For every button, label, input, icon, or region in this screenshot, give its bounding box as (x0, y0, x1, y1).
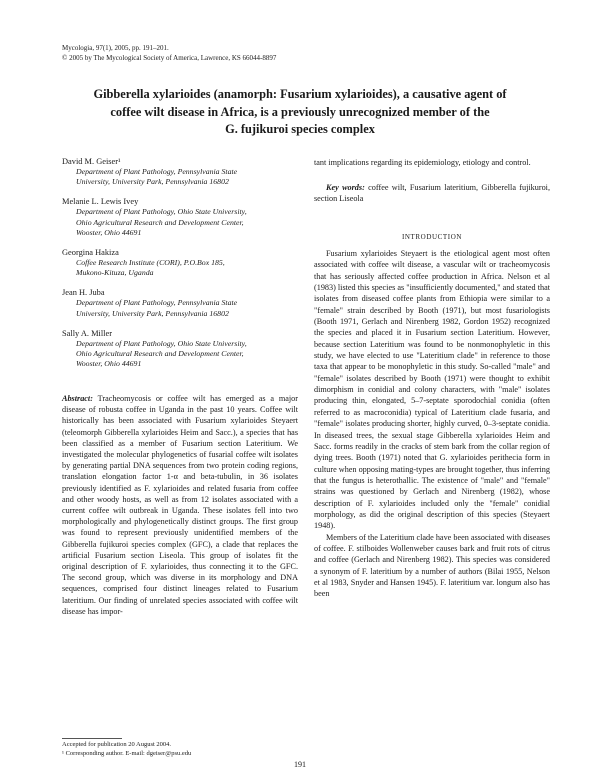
author-name: Melanie L. Lewis Ivey (62, 197, 139, 207)
author-affiliation: Department of Plant Pathology, Pennsylvania State (76, 298, 238, 308)
keywords (314, 182, 550, 204)
section-heading: INTRODUCTION (401, 233, 463, 241)
title-line-2: coffee wilt disease in Africa, is a previously unrecognized member of the (110, 104, 490, 119)
author-affiliation: University, University Park, Pennsylvania 16802 (76, 177, 229, 187)
abstract-text: Tracheomycosis or coffee wilt has emerged as a major disease of robusta coffee in Uganda in the past 10 years. Coffee wilt historically has been associated with Fusarium xylarioides Steyaert (teleomorph Gibberella xylarioides Heim and Sacc.), a species that has been classified as a member of Fusarium section Lateritium. We investigated the molecular phylogenetics of fusarial coffee wilt isolates by generating partial DNA sequences from two protein coding regions, translation elongation factor 1-α and beta-tubulin, in 36 isolates previously identified as F. xylarioides and related fusaria from coffee and other woody hosts, as well as from 12 isolates associated with a current coffee wilt outbreak in Uganda. These isolates fell into two morphologically and phylogenetically distinct groups. The first group was found to represent previously unidentified members of the Gibberella fujikuroi species complex (GFC), a clade that replaces the artificial Fusarium section Liseola. This group of isolates fit the original description of F. xylarioides, thus connecting it to the GFC. The second group, which was diverse in its morphology and DNA sequences, comprised four distinct lineages related to Fusarium lateritium. Our finding of unrelated species associated with coffee wilt disease has impor- (62, 394, 298, 616)
author-block (62, 247, 298, 278)
author-affiliation: Wooster, Ohio 44691 (76, 227, 142, 237)
journal-header (62, 43, 276, 63)
author-block (62, 156, 298, 187)
article-title (62, 86, 538, 139)
intro-paragraph-2: Members of the Lateritium clade have been associated with diseases of coffee. F. stilboides Wollenweber causes bark and fruit rots of citrus and coffee (Gerlach and Nirenberg 1982). This species was considered a synonym of F. lateritium by a number of authors (Bilai 1955, Nelson et al 1983, Snyder and Hansen 1945). F. lateritium var. longum also has been (314, 532, 550, 599)
author-affiliation: Ohio Agricultural Research and Development Center, (76, 217, 244, 227)
abstract-label: Abstract: (62, 394, 93, 403)
author-affiliation: Mukono-Kituza, Uganda (76, 268, 154, 278)
title-line-1: Gibberella xylarioides (anamorph: Fusarium xylarioides), a causative agent of (93, 87, 507, 101)
abstract-continuation: tant implications regarding its epidemiology, etiology and control. (314, 158, 531, 167)
journal-citation: Mycologia, 97(1), 2005, pp. 191–201. (62, 44, 169, 52)
author-affiliation: Department of Plant Pathology, Ohio State University, (76, 338, 247, 348)
author-affiliation: Department of Plant Pathology, Pennsylvania State (76, 167, 238, 176)
corresponding-author-note: ¹ Corresponding author. E-mail: dgeiser@psu.edu (62, 749, 192, 757)
author-block (62, 328, 298, 370)
author-block (62, 196, 298, 238)
introduction-body (314, 248, 550, 600)
author-affiliation: Wooster, Ohio 44691 (76, 359, 142, 369)
author-affiliation: University, University Park, Pennsylvania 16802 (76, 308, 229, 318)
author-name: Sally A. Miller (62, 328, 113, 338)
footnotes (62, 741, 298, 758)
title-line-3: G. fujikuroi species complex (225, 122, 375, 136)
author-affiliation: Department of Plant Pathology, Ohio State University, (76, 207, 247, 217)
author-name: David M. Geiser¹ (62, 157, 121, 166)
author-affiliation: Coffee Research Institute (CORI), P.O.Box 185, (76, 258, 225, 268)
intro-paragraph-1: Fusarium xylarioides Steyaert is the etiological agent most often associated with coffee wilt disease, a vascular wilt or tracheomycosis that has seriously affected coffee production in Africa. Nelson et al (1983) listed this species as "insufficiently documented," and stated that isolates from diseased coffee plants from Ethiopia were similar to a "female" strain described by Booth (1971), but most fusariologists (Booth 1971, Gerlach and Nirenberg 1982, Gordon 1952) recognized the species and placed it in Fusarium section Lateritium. However, because section Lateritium was found to be nonmonophyletic in this study, we have elected to use "Lateritium clade" in reference to those taxa that appear to be monophyletic in this study. So-called "male" and "female" isolates described by Booth (1971) were thought to exhibit dimorphism in conidial and colony characters, with "male" isolates producing thin, elongated, 5–7-septate sporodochial conidia (often referred to as macroconidia) typical of Lateritium clade fusaria, and "female" isolates producing shorter, highly curved, 0–3-septate conidia. In diseased trees, the sexual stage Gibberella xylarioides Heim and Sacc. forms readily in the cracks of stem bark from the collar region of dying trees. Booth (1971) noted that G. xylarioides perithecia form in culture when opposing mating-types are brought together, thus inferring that the fungus is heterothallic. The existence of "male" and "female" strains was questioned by Gerlach and Nirenberg (1982), whose description of F. xylarioides included only the "female" conidial morphology, as did the original description of this species (Steyaert 1948). (314, 249, 550, 531)
author-list (62, 156, 298, 378)
abstract (62, 393, 298, 617)
page-number: 191 (294, 760, 306, 769)
copyright-line: © 2005 by The Mycological Society of America, Lawrence, KS 66044-8897 (62, 54, 277, 62)
keywords-label: Key words: (326, 183, 365, 192)
accepted-date: Accepted for publication 20 August 2004. (62, 741, 172, 748)
author-name: Georgina Hakiza (62, 248, 119, 258)
author-affiliation: Ohio Agricultural Research and Development Center, (76, 349, 244, 359)
author-name: Jean H. Juba (62, 288, 105, 298)
keywords-text: coffee wilt, Fusarium lateritium, Gibberella fujikuroi, section Liseola (314, 183, 551, 204)
footnote-divider (62, 738, 122, 739)
author-block (62, 287, 298, 318)
